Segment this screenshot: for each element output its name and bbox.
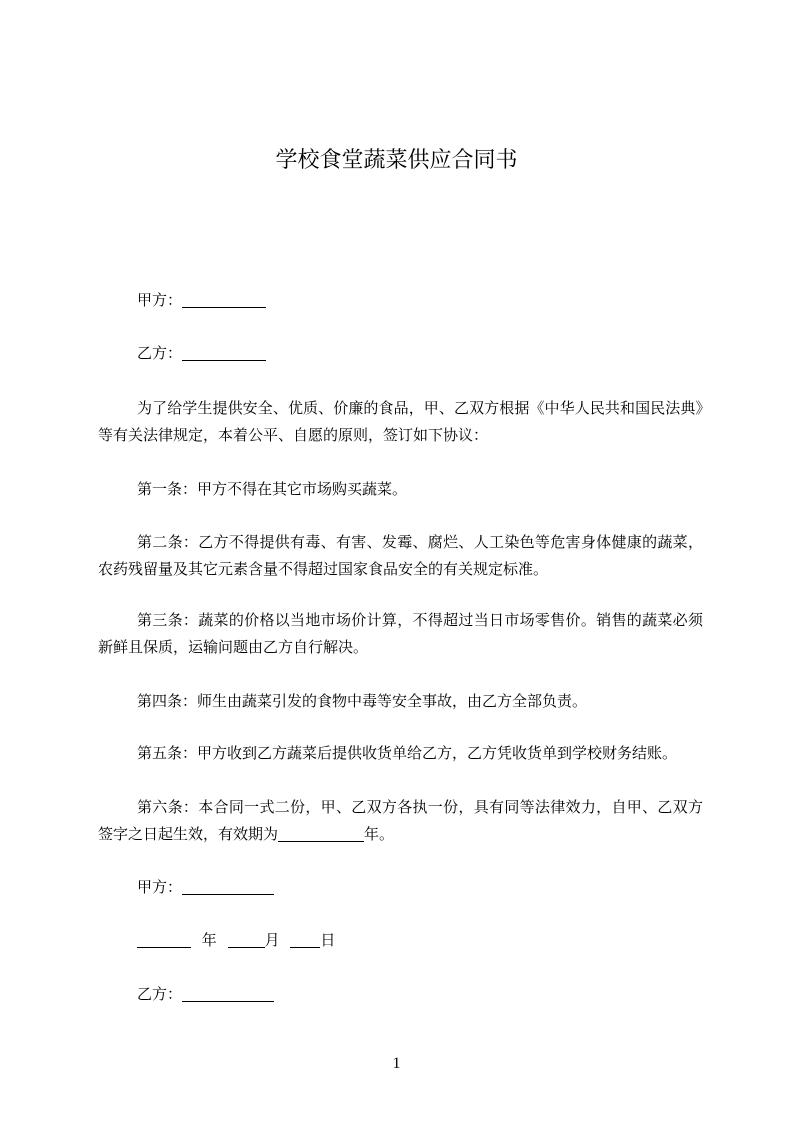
validity-years-blank[interactable]	[278, 824, 364, 842]
document-title: 学校食堂蔬菜供应合同书	[275, 148, 518, 173]
party-b-label: 乙方：	[137, 344, 183, 362]
date-month-blank[interactable]	[228, 930, 265, 948]
party-a-line	[137, 287, 266, 314]
intro-paragraph: 为了给学生提供安全、优质、价廉的食品，甲、乙双方根据《中华人民共和国民法典》等有关法律规定，本着公平、自愿的原则，签订如下协议：	[98, 399, 703, 444]
article-4: 第四条：师生由蔬菜引发的食物中毒等安全事故，由乙方全部负责。	[137, 692, 588, 710]
article-6	[98, 794, 703, 848]
sign-party-b-blank[interactable]	[182, 984, 274, 1002]
date-line	[137, 927, 335, 954]
article-5: 第五条：甲方收到乙方蔬菜后提供收货单给乙方，乙方凭收货单到学校财务结账。	[137, 744, 678, 762]
article-6-text: 第六条：本合同一式二份，甲、乙双方各执一份，具有同等法律效力，自甲、乙双方签字之日起生效，有效期为	[98, 798, 703, 843]
sign-party-b-label: 乙方：	[137, 985, 183, 1003]
article-3: 第三条：蔬菜的价格以当地市场价计算，不得超过当日市场零售价。销售的蔬菜必须新鲜且保质，运输问题由乙方自行解决。	[98, 611, 703, 656]
sign-party-a-blank[interactable]	[182, 877, 274, 895]
article-2: 第二条：乙方不得提供有毒、有害、发霉、腐烂、人工染色等危害身体健康的蔬菜，农药残留量及其它元素含量不得超过国家食品安全的有关规定标准。	[98, 533, 703, 578]
date-day-label: 日	[320, 931, 336, 949]
article-1: 第一条：甲方不得在其它市场购买蔬菜。	[137, 480, 408, 498]
date-month-label: 月	[264, 931, 280, 949]
article-6-suffix: 年。	[364, 825, 395, 843]
sign-party-a-label: 甲方：	[137, 878, 183, 896]
date-year-blank[interactable]	[137, 930, 191, 948]
party-a-label: 甲方：	[137, 291, 183, 309]
party-a-blank[interactable]	[182, 290, 266, 308]
page-number: 1	[392, 1055, 401, 1072]
party-b-line	[137, 340, 266, 367]
party-b-blank[interactable]	[182, 343, 266, 361]
sign-party-b-line	[137, 981, 274, 1008]
date-year-label: 年	[201, 931, 217, 949]
date-day-blank[interactable]	[290, 930, 320, 948]
sign-party-a-line	[137, 874, 274, 901]
